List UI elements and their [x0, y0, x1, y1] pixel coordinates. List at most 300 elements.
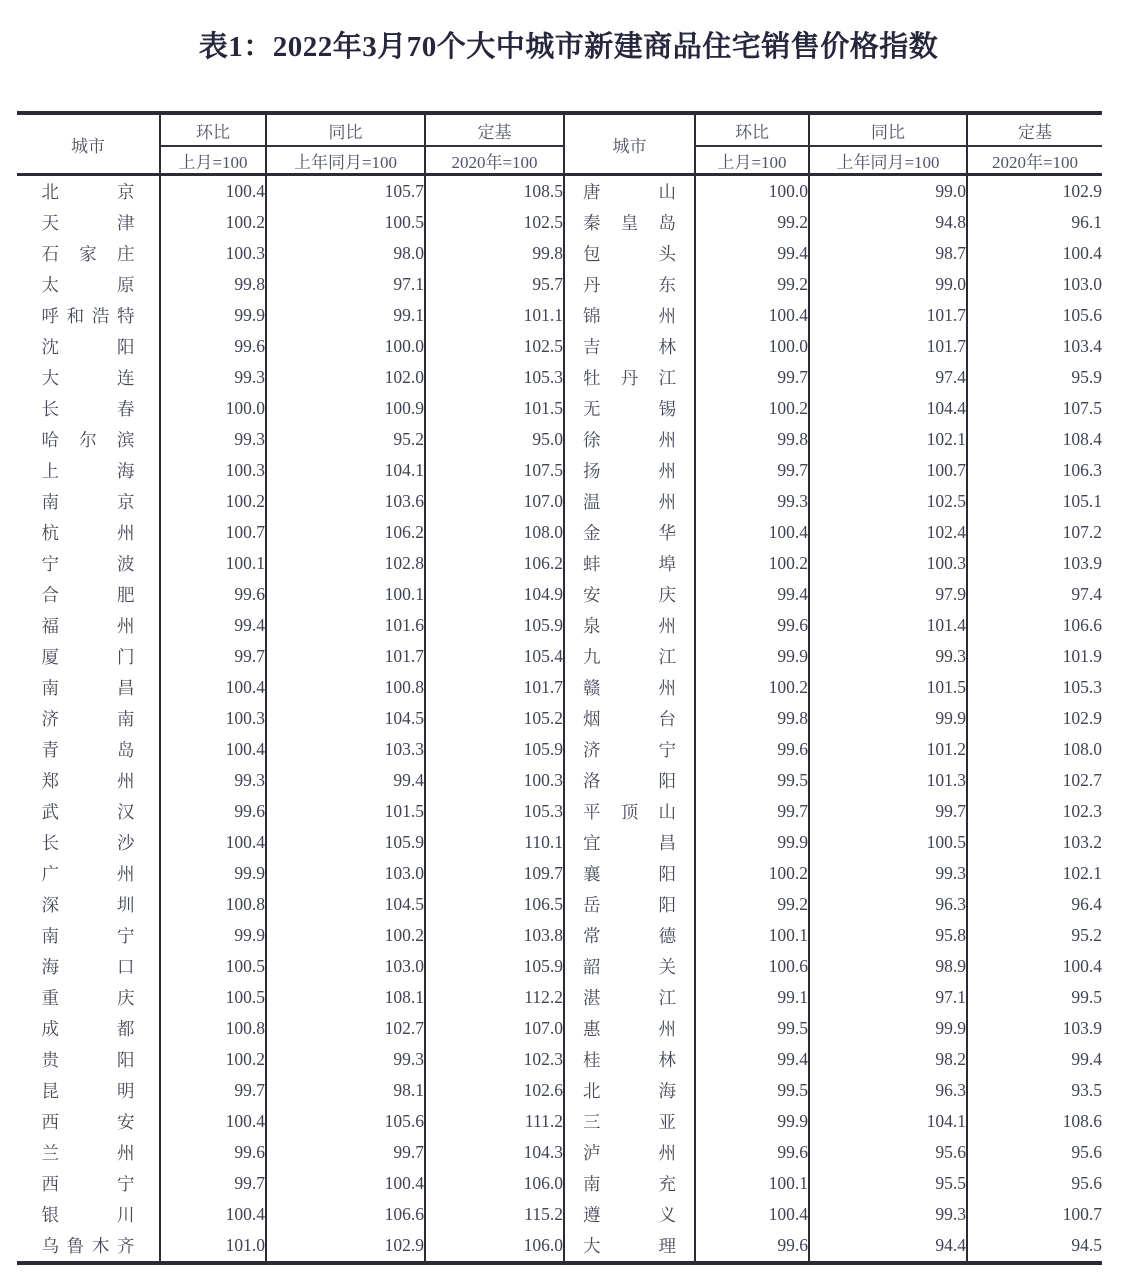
city-char: 原: [117, 275, 135, 295]
table-row: [17, 393, 1102, 424]
base-value-right: 102.9: [967, 175, 1102, 208]
city-char: 唐: [583, 182, 601, 202]
city-char: 合: [41, 585, 59, 605]
city-name: [42, 365, 135, 390]
city-cell-right: [564, 1044, 695, 1075]
city-name: [583, 551, 676, 576]
mom-value-right: 99.3: [695, 486, 809, 517]
base-value-right: 108.4: [967, 424, 1102, 455]
mom-value-right: 99.5: [695, 1075, 809, 1106]
yoy-value-left: 103.6: [266, 486, 425, 517]
mom-value-left: 100.7: [160, 517, 266, 548]
city-name: [583, 1078, 676, 1103]
city-name: [583, 985, 676, 1010]
mom-value-right: 99.6: [695, 734, 809, 765]
city-name: [583, 520, 676, 545]
mom-value-left: 99.7: [160, 641, 266, 672]
yoy-value-right: 101.5: [809, 672, 967, 703]
yoy-value-left: 105.7: [266, 175, 425, 208]
city-char: 庄: [117, 244, 135, 264]
base-value-right: 105.1: [967, 486, 1102, 517]
city-name: [583, 954, 676, 979]
city-cell-left: [17, 1075, 160, 1106]
city-char: 昌: [658, 833, 676, 853]
city-char: 遵: [583, 1205, 601, 1225]
city-cell-left: [17, 1044, 160, 1075]
mom-value-right: 99.8: [695, 703, 809, 734]
city-cell-left: [17, 548, 160, 579]
city-name: [42, 1016, 135, 1041]
price-index-table: [17, 111, 1102, 1265]
city-char: 都: [117, 1019, 135, 1039]
city-name: [583, 1109, 676, 1134]
city-name: [42, 396, 135, 421]
yoy-value-right: 96.3: [809, 1075, 967, 1106]
mom-value-right: 100.4: [695, 300, 809, 331]
city-cell-right: [564, 951, 695, 982]
city-char: 亚: [658, 1112, 676, 1132]
city-char: 庆: [117, 988, 135, 1008]
base-value-right: 93.5: [967, 1075, 1102, 1106]
city-name: [42, 1233, 135, 1258]
table-row: [17, 1137, 1102, 1168]
base-value-left: 105.4: [425, 641, 564, 672]
city-name: [42, 737, 135, 762]
city-cell-right: [564, 300, 695, 331]
city-char: 扬: [583, 461, 601, 481]
yoy-value-right: 98.7: [809, 238, 967, 269]
city-char: 石: [41, 244, 59, 264]
table-body: [17, 175, 1102, 1264]
table-row: [17, 1106, 1102, 1137]
mom-value-left: 99.9: [160, 920, 266, 951]
city-char: 阳: [117, 1050, 135, 1070]
city-char: 海: [658, 1081, 676, 1101]
city-cell-right: [564, 889, 695, 920]
city-cell-right: [564, 703, 695, 734]
mom-value-right: 99.4: [695, 579, 809, 610]
yoy-value-left: 101.6: [266, 610, 425, 641]
city-cell-right: [564, 641, 695, 672]
city-cell-right: [564, 548, 695, 579]
table-row: [17, 920, 1102, 951]
city-cell-left: [17, 610, 160, 641]
yoy-value-left: 103.3: [266, 734, 425, 765]
city-char: 沙: [117, 833, 135, 853]
city-name: [583, 1047, 676, 1072]
city-name: [42, 303, 135, 328]
base-value-right: 107.5: [967, 393, 1102, 424]
city-name: [42, 210, 135, 235]
mom-value-left: 99.3: [160, 362, 266, 393]
city-cell-left: [17, 796, 160, 827]
city-name: [583, 706, 676, 731]
yoy-value-left: 104.1: [266, 455, 425, 486]
base-value-right: 102.1: [967, 858, 1102, 889]
base-value-left: 101.1: [425, 300, 564, 331]
mom-value-right: 99.2: [695, 889, 809, 920]
city-char: 天: [41, 213, 59, 233]
base-value-left: 106.0: [425, 1230, 564, 1263]
city-name: [42, 582, 135, 607]
city-cell-right: [564, 610, 695, 641]
yoy-value-right: 101.4: [809, 610, 967, 641]
city-char: 充: [658, 1174, 676, 1194]
city-char: 州: [117, 771, 135, 791]
city-char: 山: [658, 182, 676, 202]
city-char: 丹: [583, 275, 601, 295]
base-value-left: 95.7: [425, 269, 564, 300]
mom-value-right: 100.2: [695, 548, 809, 579]
yoy-value-left: 104.5: [266, 703, 425, 734]
base-value-left: 115.2: [425, 1199, 564, 1230]
base-value-right: 106.6: [967, 610, 1102, 641]
city-char: 州: [658, 1019, 676, 1039]
city-char: 海: [41, 957, 59, 977]
city-char: 厦: [41, 647, 59, 667]
city-cell-right: [564, 517, 695, 548]
city-name: [42, 427, 135, 452]
city-name: [42, 489, 135, 514]
yoy-value-right: 99.3: [809, 1199, 967, 1230]
city-char: 泉: [583, 616, 601, 636]
city-cell-left: [17, 858, 160, 889]
mom-value-left: 99.6: [160, 1137, 266, 1168]
city-name: [42, 954, 135, 979]
city-cell-right: [564, 982, 695, 1013]
city-cell-right: [564, 238, 695, 269]
city-char: 温: [583, 492, 601, 512]
city-char: 州: [658, 492, 676, 512]
base-value-right: 103.2: [967, 827, 1102, 858]
city-name: [42, 458, 135, 483]
city-char: 州: [658, 1143, 676, 1163]
mom-value-left: 99.6: [160, 579, 266, 610]
mom-value-right: 99.7: [695, 362, 809, 393]
header-yoy-right: 同比: [809, 113, 967, 146]
base-value-left: 106.2: [425, 548, 564, 579]
yoy-value-right: 99.7: [809, 796, 967, 827]
yoy-value-right: 101.3: [809, 765, 967, 796]
city-char: 汉: [117, 802, 135, 822]
city-char: 京: [117, 182, 135, 202]
yoy-value-left: 100.8: [266, 672, 425, 703]
mom-value-left: 99.7: [160, 1168, 266, 1199]
city-char: 南: [583, 1174, 601, 1194]
mom-value-left: 100.2: [160, 207, 266, 238]
base-value-left: 105.9: [425, 951, 564, 982]
yoy-value-right: 99.9: [809, 1013, 967, 1044]
base-value-right: 101.9: [967, 641, 1102, 672]
mom-value-left: 100.8: [160, 889, 266, 920]
city-cell-right: [564, 331, 695, 362]
yoy-value-left: 106.6: [266, 1199, 425, 1230]
city-char: 郑: [41, 771, 59, 791]
header-base-right: 定基: [967, 113, 1102, 146]
header-city-right: 城市: [564, 113, 695, 175]
city-cell-left: [17, 672, 160, 703]
city-cell-left: [17, 393, 160, 424]
base-value-right: 100.4: [967, 951, 1102, 982]
city-char: 江: [658, 988, 676, 1008]
city-char: 齐: [116, 1236, 135, 1256]
base-value-right: 108.6: [967, 1106, 1102, 1137]
city-char: 北: [41, 182, 59, 202]
base-value-left: 102.5: [425, 207, 564, 238]
table-row: [17, 1013, 1102, 1044]
city-name: [583, 241, 676, 266]
yoy-value-right: 104.4: [809, 393, 967, 424]
city-char: 大: [583, 1236, 601, 1256]
yoy-value-left: 100.0: [266, 331, 425, 362]
city-name: [583, 1140, 676, 1165]
city-char: 无: [583, 399, 601, 419]
base-value-right: 105.3: [967, 672, 1102, 703]
city-char: 阳: [117, 337, 135, 357]
city-name: [42, 551, 135, 576]
city-cell-right: [564, 1075, 695, 1106]
city-cell-right: [564, 1013, 695, 1044]
city-name: [42, 520, 135, 545]
city-char: 皇: [620, 213, 639, 233]
city-char: 牡: [583, 368, 601, 388]
mom-value-right: 100.1: [695, 920, 809, 951]
city-char: 呼: [41, 306, 59, 326]
base-value-right: 95.2: [967, 920, 1102, 951]
city-name: [583, 489, 676, 514]
city-char: 哈: [41, 430, 59, 450]
yoy-value-right: 100.7: [809, 455, 967, 486]
city-name: [583, 1202, 676, 1227]
base-value-left: 112.2: [425, 982, 564, 1013]
city-char: 蚌: [583, 554, 601, 574]
mom-value-left: 100.4: [160, 1199, 266, 1230]
city-char: 长: [41, 399, 59, 419]
yoy-value-left: 108.1: [266, 982, 425, 1013]
city-char: 南: [117, 709, 135, 729]
city-name: [583, 396, 676, 421]
city-name: [42, 179, 135, 204]
city-cell-right: [564, 765, 695, 796]
yoy-value-right: 101.7: [809, 300, 967, 331]
city-cell-right: [564, 734, 695, 765]
base-value-right: 102.3: [967, 796, 1102, 827]
city-char: 平: [583, 802, 601, 822]
yoy-value-right: 99.3: [809, 641, 967, 672]
city-char: 家: [79, 244, 97, 264]
city-cell-left: [17, 734, 160, 765]
city-char: 锦: [583, 306, 601, 326]
city-cell-left: [17, 207, 160, 238]
city-char: 常: [583, 926, 601, 946]
city-char: 三: [583, 1112, 601, 1132]
yoy-value-right: 98.2: [809, 1044, 967, 1075]
yoy-value-left: 98.0: [266, 238, 425, 269]
table-row: [17, 858, 1102, 889]
yoy-value-left: 100.1: [266, 579, 425, 610]
city-char: 德: [658, 926, 676, 946]
base-value-left: 103.8: [425, 920, 564, 951]
city-char: 波: [117, 554, 135, 574]
yoy-value-left: 100.4: [266, 1168, 425, 1199]
base-value-left: 105.3: [425, 362, 564, 393]
base-value-left: 106.5: [425, 889, 564, 920]
base-value-right: 95.6: [967, 1168, 1102, 1199]
base-value-right: 95.9: [967, 362, 1102, 393]
city-char: 包: [583, 244, 601, 264]
city-char: 桂: [583, 1050, 601, 1070]
mom-value-left: 99.3: [160, 424, 266, 455]
mom-value-left: 99.9: [160, 858, 266, 889]
city-char: 岛: [658, 213, 676, 233]
city-cell-left: [17, 703, 160, 734]
city-char: 宁: [41, 554, 59, 574]
city-cell-right: [564, 1168, 695, 1199]
city-name: [42, 985, 135, 1010]
base-value-right: 96.4: [967, 889, 1102, 920]
mom-value-left: 101.0: [160, 1230, 266, 1263]
yoy-value-left: 99.4: [266, 765, 425, 796]
city-name: [42, 1171, 135, 1196]
table-row: [17, 703, 1102, 734]
mom-value-left: 100.1: [160, 548, 266, 579]
city-cell-left: [17, 486, 160, 517]
base-value-left: 106.0: [425, 1168, 564, 1199]
city-char: 州: [117, 1143, 135, 1163]
base-value-left: 110.1: [425, 827, 564, 858]
city-char: 州: [117, 864, 135, 884]
header-mom-right: 环比: [695, 113, 809, 146]
city-name: [583, 675, 676, 700]
city-char: 京: [117, 492, 135, 512]
yoy-value-right: 99.0: [809, 269, 967, 300]
base-value-left: 109.7: [425, 858, 564, 889]
yoy-value-right: 102.1: [809, 424, 967, 455]
table-row: [17, 765, 1102, 796]
mom-value-right: 99.9: [695, 827, 809, 858]
city-name: [583, 923, 676, 948]
city-cell-right: [564, 672, 695, 703]
city-char: 东: [658, 275, 676, 295]
city-cell-right: [564, 175, 695, 208]
base-value-left: 104.9: [425, 579, 564, 610]
city-char: 西: [41, 1174, 59, 1194]
city-char: 西: [41, 1112, 59, 1132]
city-char: 义: [658, 1205, 676, 1225]
base-value-left: 108.0: [425, 517, 564, 548]
city-cell-right: [564, 1137, 695, 1168]
city-cell-left: [17, 1230, 160, 1263]
city-char: 烟: [583, 709, 601, 729]
base-value-right: 95.6: [967, 1137, 1102, 1168]
city-cell-right: [564, 207, 695, 238]
city-name: [583, 458, 676, 483]
city-name: [42, 706, 135, 731]
city-char: 安: [583, 585, 601, 605]
mom-value-right: 99.4: [695, 238, 809, 269]
yoy-value-right: 99.3: [809, 858, 967, 889]
city-char: 春: [117, 399, 135, 419]
city-char: 武: [41, 802, 59, 822]
mom-value-right: 99.4: [695, 1044, 809, 1075]
page-title: 表1：2022年3月70个大中城市新建商品住宅销售价格指数: [198, 31, 939, 63]
base-value-right: 94.5: [967, 1230, 1102, 1263]
mom-value-left: 100.4: [160, 672, 266, 703]
header-yoy-left: 同比: [266, 113, 425, 146]
city-name: [583, 830, 676, 855]
base-value-right: 99.5: [967, 982, 1102, 1013]
city-char: 川: [117, 1205, 135, 1225]
yoy-value-right: 102.4: [809, 517, 967, 548]
yoy-value-left: 105.6: [266, 1106, 425, 1137]
city-name: [42, 1078, 135, 1103]
city-char: 太: [41, 275, 59, 295]
city-char: 南: [41, 678, 59, 698]
yoy-value-right: 101.2: [809, 734, 967, 765]
city-name: [583, 768, 676, 793]
city-cell-right: [564, 796, 695, 827]
city-char: 宜: [583, 833, 601, 853]
city-char: 州: [117, 523, 135, 543]
yoy-value-left: 102.8: [266, 548, 425, 579]
city-char: 济: [583, 740, 601, 760]
table-row: [17, 269, 1102, 300]
base-value-right: 102.7: [967, 765, 1102, 796]
mom-value-right: 99.5: [695, 765, 809, 796]
header-base-left: 定基: [425, 113, 564, 146]
city-char: 乌: [41, 1236, 59, 1256]
city-char: 锡: [658, 399, 676, 419]
city-char: 秦: [583, 213, 601, 233]
city-char: 华: [658, 523, 676, 543]
yoy-value-right: 100.3: [809, 548, 967, 579]
table-row: [17, 672, 1102, 703]
city-cell-left: [17, 1137, 160, 1168]
yoy-value-right: 99.0: [809, 175, 967, 208]
city-cell-right: [564, 362, 695, 393]
city-char: 圳: [117, 895, 135, 915]
yoy-value-right: 95.6: [809, 1137, 967, 1168]
mom-value-left: 99.3: [160, 765, 266, 796]
yoy-value-right: 102.5: [809, 486, 967, 517]
mom-value-left: 100.3: [160, 703, 266, 734]
city-char: 金: [583, 523, 601, 543]
city-char: 顶: [620, 802, 639, 822]
city-char: 上: [41, 461, 59, 481]
yoy-value-right: 97.1: [809, 982, 967, 1013]
mom-value-left: 99.9: [160, 300, 266, 331]
header-row-sub: [17, 146, 1102, 175]
city-name: [42, 1202, 135, 1227]
city-char: 洛: [583, 771, 601, 791]
subheader-yoy-right: 上年同月=100: [809, 146, 967, 175]
city-char: 连: [117, 368, 135, 388]
base-value-left: 101.5: [425, 393, 564, 424]
city-cell-left: [17, 641, 160, 672]
yoy-value-right: 94.4: [809, 1230, 967, 1263]
city-name: [42, 644, 135, 669]
city-cell-left: [17, 455, 160, 486]
table-header: [17, 113, 1102, 175]
city-char: 广: [41, 864, 59, 884]
city-char: 北: [583, 1081, 601, 1101]
city-char: 州: [658, 678, 676, 698]
mom-value-left: 100.2: [160, 1044, 266, 1075]
city-name: [583, 303, 676, 328]
table-row: [17, 1075, 1102, 1106]
base-value-right: 103.4: [967, 331, 1102, 362]
city-cell-left: [17, 269, 160, 300]
